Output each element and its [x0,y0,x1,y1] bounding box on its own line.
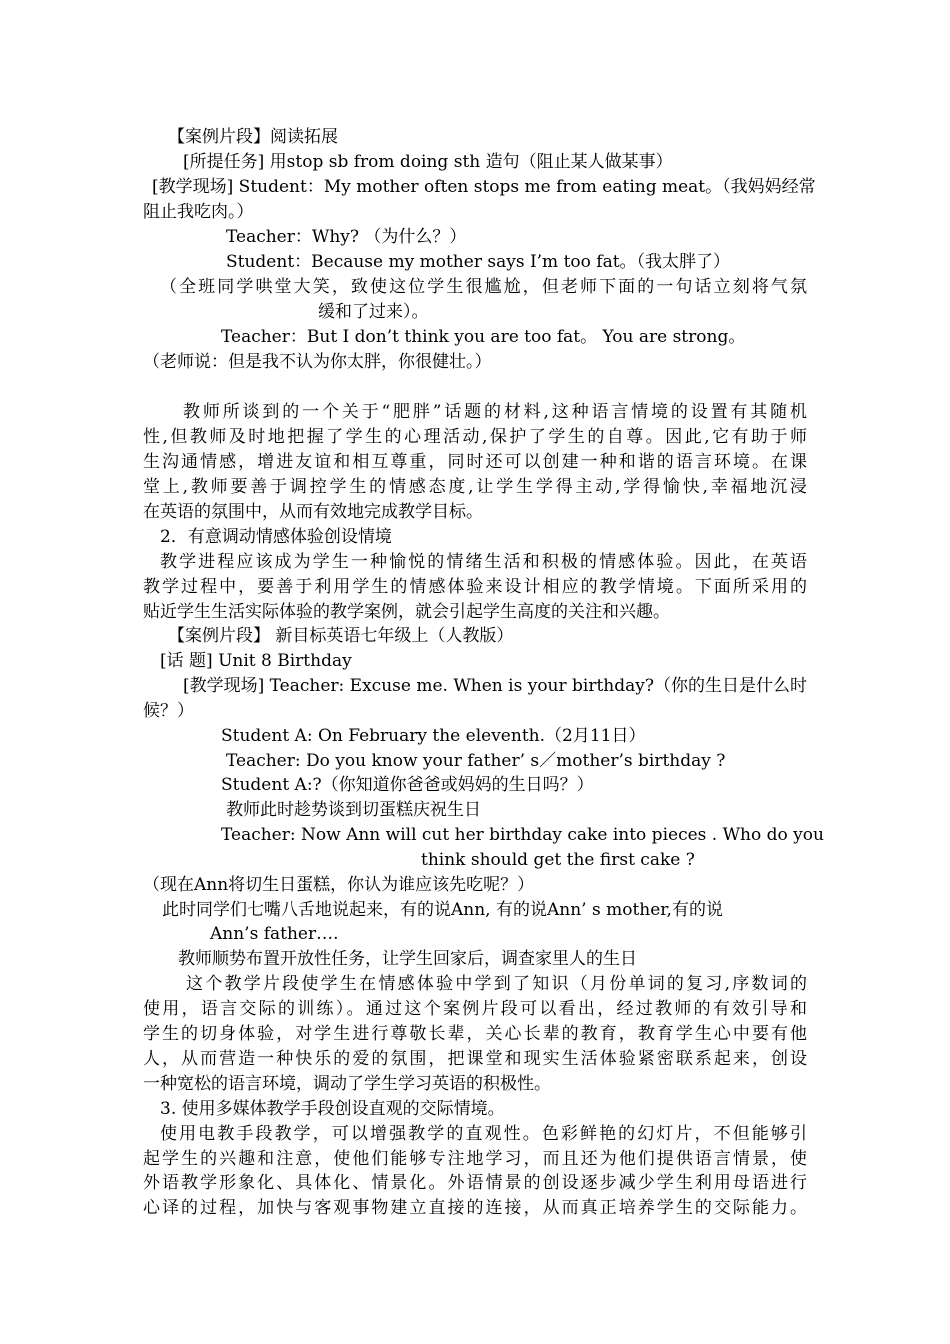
case2-teacher-line1: Teacher: Do you know your father’ s／mother’s birthday ? [226,751,726,771]
para1-line: 堂上,教师要善于调控学生的情感态度,让学生学得主动,学得愉快,幸福地沉浸 [143,477,807,497]
para1-line: 生沟通情感，增进友谊和相互尊重，同时还可以创建一种和谐的语言环境。在课 [143,452,807,472]
case1-teacher-line2: Teacher：But I don’t think you are too fat。 You are strong。 [221,327,746,347]
case2-note: 教师此时趁势谈到切蛋糕庆祝生日 [226,800,481,820]
case2-studentA-line2: Student A:?（你知道你爸爸或妈妈的生日吗？） [221,775,594,795]
para2-line: 教学进程应该成为学生一种愉悦的情绪生活和积极的情感体验。因此，在英语 [160,552,807,572]
case1-teacher-line2-cn: （老师说：但是我不认为你太胖，你很健壮。） [143,352,492,372]
case1-note-line1: （全班同学哄堂大笑，致使这位学生很尴尬，但老师下面的一句话立刻将气氛 [160,277,807,297]
case1-task: [所提任务] 用stop sb from doing sth 造句（阻止某人做某事） [183,152,673,172]
para2-line: 教学过程中，要善于利用学生的情感体验来设计相应的教学情境。下面所采用的 [143,577,807,597]
para4-line: 心译的过程，加快与客观事物建立直接的连接，从而真正培养学生的交际能力。 [143,1198,807,1218]
para2-line: 贴近学生生活实际体验的教学案例，就会引起学生高度的关注和兴趣。 [143,602,670,622]
case2-topic: [话 题] Unit 8 Birthday [160,651,352,671]
section2-title: 2．有意调动情感体验创设情境 [160,527,392,547]
case2-studentA-line1: Student A: On February the eleventh.（2月11日） [221,726,646,746]
para4-line: 外语教学形象化、具体化、情景化。外语情景的创设逐步减少学生利用母语进行 [143,1173,807,1193]
para3-line: 学生的切身体验，对学生进行尊敬长辈，关心长辈的教育，教育学生心中要有他 [143,1024,807,1044]
case2-reaction-line1: 此时同学们七嘴八舌地说起来，有的说Ann, 有的说Ann’ s mother,有的说 [162,900,723,920]
case1-heading: 【案例片段】阅读拓展 [168,127,338,147]
case1-teacher-line1: Teacher：Why? （为什么？） [226,227,467,247]
para3-line: 一种宽松的语言环境，调动了学生学习英语的积极性。 [143,1074,551,1094]
section3-title: 3. 使用多媒体教学手段创设直观的交际情境。 [160,1099,505,1119]
case2-teacher-line2b: think should get the first cake ? [421,850,695,870]
case2-teacher-line2a: Teacher: Now Ann will cut her birthday cake into pieces . Who do you [221,825,824,845]
case1-note-line2: 缓和了过来）。 [318,302,429,322]
case2-scene-line2: 候？） [143,701,194,721]
para3-line: 这个教学片段使学生在情感体验中学到了知识（月份单词的复习,序数词的 [186,974,807,994]
case2-heading: 【案例片段】 新目标英语七年级上（人教版） [168,626,514,646]
para4-line: 起学生的兴趣和注意，使他们能够专注地学习，而且还为他们提供语言情景，使 [143,1149,807,1169]
para1-line: 教师所谈到的一个关于“肥胖”话题的材料,这种语言情境的设置有其随机 [183,402,807,422]
para3-line: 人，从而营造一种快乐的爱的氛围，把课堂和现实生活体验紧密联系起来，创设 [143,1049,807,1069]
case2-scene-line1: [教学现场] Teacher: Excuse me. When is your birthday?（你的生日是什么时 [183,676,807,696]
para3-line: 使用，语言交际的训练）。通过这个案例片段可以看出，经过教师的有效引导和 [143,999,807,1019]
case1-scene-line2: 阻止我吃肉。） [143,202,254,222]
case1-student-line1: Student：Because my mother says I’m too fat。（我太胖了） [226,252,731,272]
case2-homework: 教师顺势布置开放性任务，让学生回家后，调查家里人的生日 [178,949,637,969]
case2-reaction-line2: Ann’s father…. [210,924,339,944]
case2-teacher-line2-cn: （现在Ann将切生日蛋糕，你认为谁应该先吃呢？） [143,875,535,895]
para1-line: 性,但教师及时地把握了学生的心理活动,保护了学生的自尊。因此,它有助于师 [143,427,807,447]
para4-line: 使用电教手段教学，可以增强教学的直观性。色彩鲜艳的幻灯片，不但能够引 [160,1124,807,1144]
case1-scene-line1: [教学现场] Student：My mother often stops me from eating meat。（我妈妈经常 [152,177,816,197]
para1-line: 在英语的氛围中，从而有效地完成教学目标。 [143,502,483,522]
